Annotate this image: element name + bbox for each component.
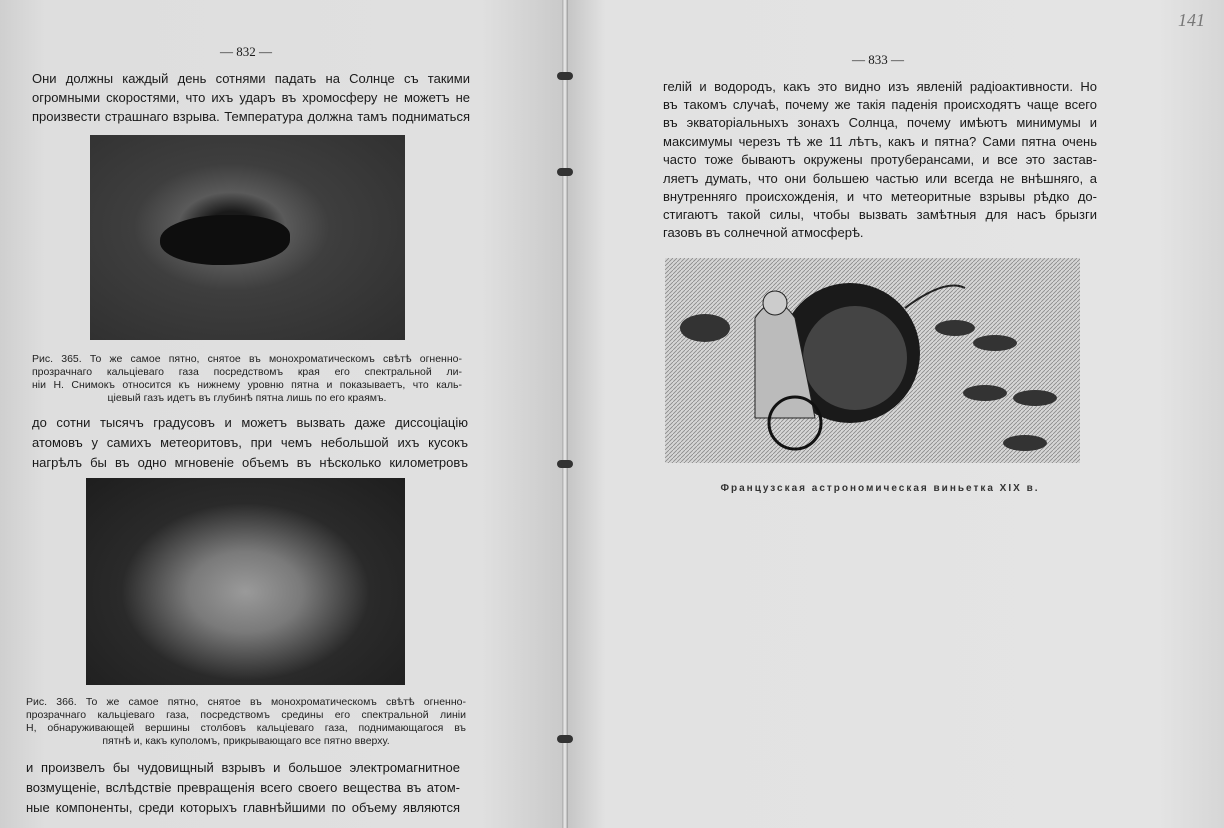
handwritten-page-number: 141	[1178, 10, 1205, 30]
text-line: въ экваторiальныхъ зонахъ Солнца, почему имѣютъ минимумы и	[663, 115, 1097, 130]
text-line: гелiй и водородъ, какъ это видно изъ явленiй радiоактивности. Но	[663, 79, 1097, 94]
binding-stitch	[557, 168, 573, 176]
text-line: и произвелъ бы чудовищный взрывъ и большое электромагнитное	[26, 760, 460, 775]
text-line: Они должны каждый день сотнями падать на Солнце съ такими	[32, 71, 470, 86]
text-line: до сотни тысячъ градусовъ и можетъ вызвать даже диссоцiацiю	[32, 415, 468, 430]
figure-caption: Рис. 365. То же самое пятно, снятое въ монохроматическомъ свѣтѣ огненно-	[32, 353, 462, 365]
figure-caption: нiи H. Снимокъ относится къ нижнему уровню пятна и показываетъ, что каль-	[32, 379, 462, 391]
text-line: стигаютъ такой силы, чтобы вызвать замѣтныя для насъ брызги	[663, 207, 1097, 222]
figure-caption: прозрачнаго кальцiеваго газа, посредствомъ средины его спектральной линiи	[26, 709, 466, 721]
text-line: внутренняго происхожденiя, и что метеоритные взрывы рѣдко до-	[663, 189, 1097, 204]
vignette-caption: Французская астрономическая виньетка XIX в.	[720, 483, 1040, 494]
text-line: возмущенiе, вслѣдствiе превращенiя всего своего вещества въ атом-	[26, 780, 460, 795]
page-number-left: — 832 —	[220, 44, 272, 59]
text-line: часто тоже бываютъ окружены протуберансами, и все это застав-	[663, 152, 1097, 167]
figure-caption: цiевый газъ идетъ въ глубинѣ пятна лишь по его краямъ.	[107, 392, 387, 404]
sunspot-photo-fig366	[86, 478, 405, 685]
astronomical-vignette-engraving	[665, 258, 1080, 463]
binding-stitch	[557, 735, 573, 743]
figure-caption: прозрачнаго кальцiеваго газа посредствомъ края его спектральной ли-	[32, 366, 462, 378]
figure-caption: Рис. 366. То же самое пятно, снятое въ монохроматическомъ свѣтѣ огненно-	[26, 696, 466, 708]
text-line: ные компоненты, среди которыхъ главнѣйшими по объему являются	[26, 800, 460, 815]
text-line: ляетъ думать, что они большею частью или всегда не внѣшняго, а	[663, 171, 1097, 186]
binding-stitch	[557, 460, 573, 468]
text-line: максимумы черезъ тѣ же 11 лѣтъ, какъ и пятна? Сами пятна очень	[663, 134, 1097, 149]
text-line: произвести страшнаго взрыва. Температура должна тамъ подниматься	[32, 109, 470, 124]
binding-stitch	[557, 72, 573, 80]
sunspot-photo-fig365	[90, 135, 405, 340]
text-line: въ такомъ случаѣ, почему же такiя паденiя происходятъ чаще всего	[663, 97, 1097, 112]
page-number-right: — 833 —	[852, 52, 904, 67]
text-line: огромными скоростями, что ихъ ударъ въ хромосферу не можетъ не	[32, 90, 470, 105]
book-spine	[562, 0, 568, 828]
figure-caption: пятнѣ и, какъ куполомъ, прикрывающаго все пятно вверху.	[102, 735, 390, 747]
text-line: атомовъ у самихъ метеоритовъ, при чемъ небольшой ихъ кусокъ	[32, 435, 468, 450]
figure-caption: H, обнаруживающей вершины столбовъ кальцiеваго газа, поднимающагося въ	[26, 722, 466, 734]
text-line: газовъ въ солнечной атмосферѣ.	[663, 225, 864, 240]
text-line: нагрѣлъ бы въ одно мгновенiе объемъ въ нѣсколько километровъ	[32, 455, 468, 470]
